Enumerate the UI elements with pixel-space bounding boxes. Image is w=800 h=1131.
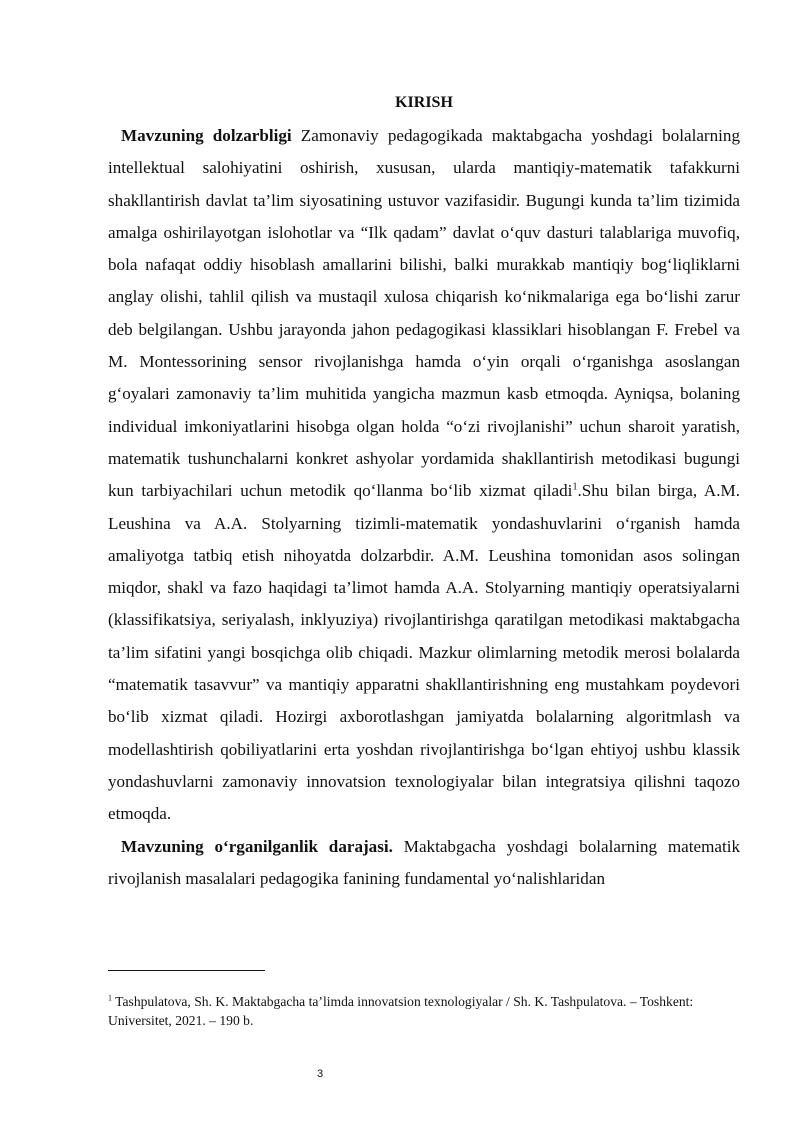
page-number: 3	[316, 1068, 324, 1080]
footnote-reference[interactable]: 1	[572, 481, 578, 493]
paragraph-study-degree	[108, 831, 740, 896]
paragraph-text: Zamonaviy pedagogikada maktabgacha yoshdagi bolalarning intellektual salohiyatini oshirish, xususan, ularda mantiqiy-matematik tafakkurni shakllantirish davlat ta’lim siyosatining ustuvor vazifasidir. Bugungi kunda ta’lim tizimida amalga oshirilayotgan islohotlar va “Ilk qadam” davlat o‘quv dasturi talablariga muvofiq, bola nafaqat oddiy hisoblash amallarini bilishi, balki murakkab mantiqiy bog‘liqliklarni anglay olishi, tahlil qilish va mustaqil xulosa chiqarish ko‘nikmalariga ega bo‘lishi zarur deb belgilangan. Ushbu jarayonda jahon pedagogikasi klassiklari hisoblangan F. Frebel va M. Montessorining sensor rivojlanishga hamda o‘yin orqali o‘rganishga asoslangan g‘oyalari zamonaviy ta’lim muhitida yangicha mazmun kasb etmoqda. Ayniqsa, bolaning individual imkoniyatlarini hisobga olgan holda “o‘zi rivojlanishi” uchun sharoit yaratish, matematik tushunchalarni konkret ashyolar yordamida shakllantirish metodikasi bugungi kun tarbiyachilari uchun metodik qo‘llanma bo‘lib xizmat qiladi	[108, 126, 740, 501]
paragraph-relevance	[108, 120, 740, 831]
paragraph-text-continued: .Shu bilan birga, A.M. Leushina va A.A. Stolyarning tizimli-matematik yondashuvlarini o‘rganish hamda amaliyotga tatbiq etish nihoyatda dolzarbdir. A.M. Leushina tomonidan asos solingan miqdor, shakl va fazo haqidagi ta’limot hamda A.A. Stolyarning mantiqiy operatsiyalarni (klassifikatsiya, seriyalash, inklyuziya) rivojlantirishga qaratilgan metodikasi maktabgacha ta’lim sifatini yangi bosqichga olib chiqadi. Mazkur olimlarning metodik merosi bolalarda “matematik tasavvur” va mantiqiy apparatni shakllantirishning eng mustahkam poydevori bo‘lib xizmat qiladi. Hozirgi axborotlashgan jamiyatda bolalarning algoritmlash va modellashtirish qobiliyatlarini erta yoshdan rivojlantirishga bo‘lgan ehtiyoj ushbu klassik yondashuvlarni zamonaviy innovatsion texnologiyalar bilan integratsiya qilishni taqozo etmoqda.	[108, 481, 740, 824]
paragraph-lead-study-degree: Mavzuning o‘rganilganlik darajasi.	[121, 836, 393, 856]
paragraph-text: Maktabgacha yoshdagi bolalarning matematik rivojlanish masalalari pedagogika fanining fundamental yo‘nalishlaridan	[108, 836, 741, 888]
paragraph-lead-relevance: Mavzuning dolzarbligi	[121, 126, 292, 145]
footnote	[108, 993, 740, 1030]
section-heading: KIRISH	[395, 94, 453, 111]
footnote-marker: 1	[108, 993, 112, 1003]
document-body	[108, 92, 740, 895]
footnote-separator	[108, 970, 265, 971]
footnote-text: Tashpulatova, Sh. K. Maktabgacha ta’limda innovatsion texnologiyalar / Sh. K. Tashpulatova. – Toshkent: Universitet, 2021. – 190 b.	[108, 994, 694, 1028]
